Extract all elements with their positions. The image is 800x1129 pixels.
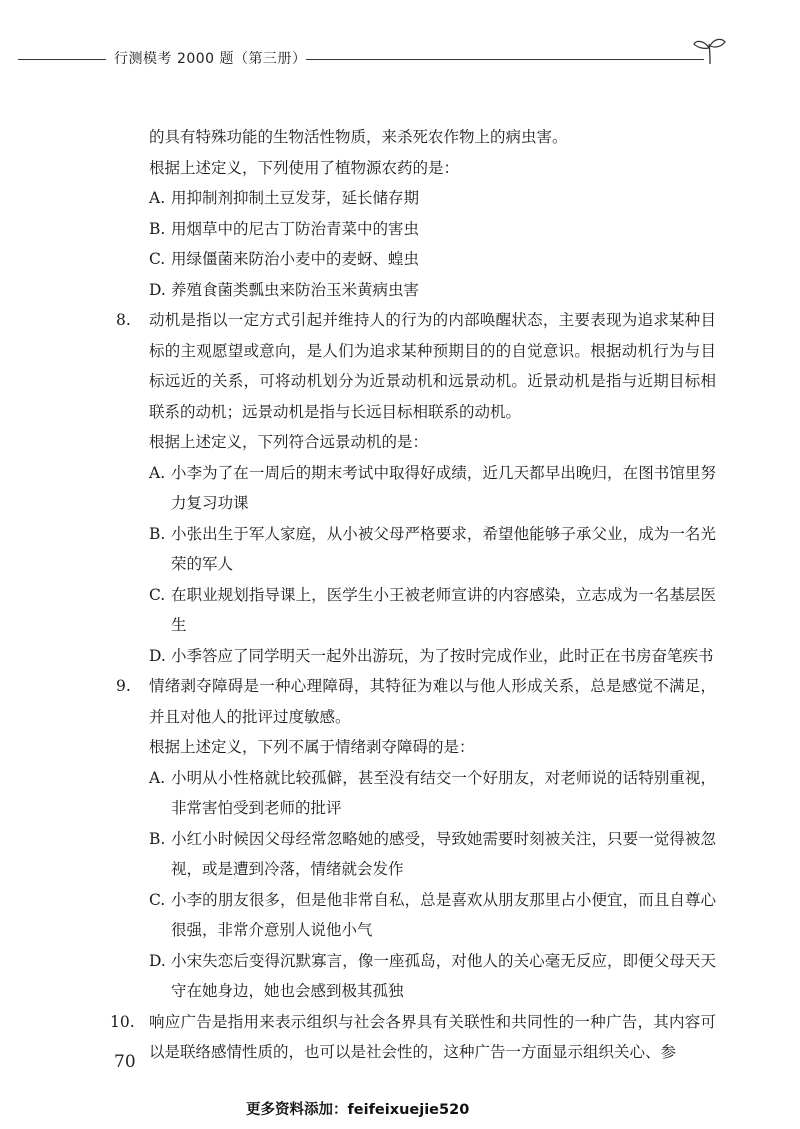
option-text: 用抑制剂抑制土豆发芽，延长储存期 — [171, 189, 420, 207]
continuation-text: 的具有特殊功能的生物活性物质，来杀死农作物上的病虫害。 — [149, 128, 568, 146]
question-prompt: 根据上述定义，下列使用了植物源农药的是： — [149, 158, 460, 177]
option-letter: D. — [149, 951, 166, 970]
question-prompt: 根据上述定义，下列不属于情绪剥夺障碍的是： — [149, 738, 475, 756]
option-letter: B. — [149, 524, 166, 543]
header-rule-right — [306, 59, 704, 60]
stem-text: 响应广告是指用来表示组织与社会各界具有关联性和共同性的一种广告，其内容可以是联络感情性质的，也可以是社会性的，这种广告一方面显示组织关心、参 — [149, 1012, 716, 1061]
answer-option — [116, 946, 716, 1007]
option-letter: C. — [149, 250, 166, 268]
answer-option — [116, 641, 716, 672]
sprout-icon — [690, 36, 730, 66]
option-text: 小季答应了同学明天一起外出游玩，为了按时完成作业，此时正在书房奋笔疾书 — [171, 646, 714, 665]
option-letter: C. — [149, 890, 166, 909]
option-letter: D. — [149, 280, 166, 299]
answer-option — [116, 275, 716, 306]
answer-option — [116, 183, 716, 214]
option-text: 小张出生于军人家庭，从小被父母严格要求，希望他能够子承父业，成为一名光荣的军人 — [171, 524, 716, 573]
option-letter: B. — [149, 829, 166, 848]
question-stem — [110, 1007, 716, 1068]
option-text: 用烟草中的尼古丁防治青菜中的害虫 — [171, 219, 420, 238]
answer-option — [116, 458, 716, 519]
option-text: 小宋失恋后变得沉默寡言，像一座孤岛，对他人的关心毫无反应，即便父母天天守在她身边，她也会感到极其孤独 — [171, 951, 716, 1000]
footer-note: 更多资料添加：feifeixuejie520 — [246, 1102, 470, 1118]
question-body — [110, 122, 716, 1068]
option-letter: D. — [149, 646, 166, 665]
stem-text: 情绪剥夺障碍是一种心理障碍，其特征为难以与他人形成关系，总是感觉不满足，并且对他人的批评过度敏感。 — [149, 677, 716, 726]
stem-text: 动机是指以一定方式引起并维持人的行为的内部唤醒状态，主要表现为追求某种目标的主观愿望或意向，是人们为追求某种预期目的的自觉意识。根据动机行为与目标远近的关系，可将动机划分为近景动机和远景动机。近景动机是指与近期目标相联系的动机；远景动机是指与长远目标相联系的动机。 — [149, 311, 716, 421]
question-number: 10. — [110, 1012, 135, 1031]
question-prompt: 根据上述定义，下列符合远景动机的是： — [149, 433, 429, 451]
option-text: 小明从小性格就比较孤僻，甚至没有结交一个好朋友，对老师说的话特别重视，非常害怕受到老师的批评 — [171, 768, 716, 817]
answer-option — [116, 519, 716, 580]
option-text: 用绿僵菌来防治小麦中的麦蚜、蝗虫 — [171, 250, 420, 268]
option-letter: A. — [149, 189, 166, 207]
answer-option — [116, 885, 716, 946]
option-letter: A. — [149, 768, 166, 787]
answer-option — [116, 580, 716, 641]
option-text: 小红小时候因父母经常忽略她的感受，导致她需要时刻被关注，只要一觉得被忽视，或是遭到冷落，情绪就会发作 — [171, 829, 716, 878]
question-number: 8. — [116, 311, 131, 329]
option-text: 小李为了在一周后的期末考试中取得好成绩，近几天都早出晚归，在图书馆里努力复习功课 — [171, 463, 716, 512]
running-header — [18, 44, 718, 72]
question-stem — [116, 305, 716, 427]
question-stem — [116, 671, 716, 732]
option-letter: C. — [149, 585, 166, 604]
question-number: 9. — [116, 677, 131, 695]
option-text: 小李的朋友很多，但是他非常自私，总是喜欢从朋友那里占小便宜，而且自尊心很强，非常介意别人说他小气 — [171, 890, 716, 939]
answer-option — [116, 214, 716, 245]
option-letter: B. — [149, 219, 166, 238]
book-title: 行测模考 2000 题（第三册） — [114, 51, 307, 67]
answer-option — [116, 763, 716, 824]
option-text: 在职业规划指导课上，医学生小王被老师宣讲的内容感染，立志成为一名基层医生 — [171, 585, 716, 634]
option-text: 养殖食菌类瓢虫来防治玉米黄病虫害 — [171, 280, 420, 299]
page-number: 70 — [114, 1052, 136, 1072]
answer-option — [116, 244, 716, 275]
header-rule-left — [18, 59, 106, 60]
answer-option — [116, 824, 716, 885]
option-letter: A. — [149, 463, 166, 482]
